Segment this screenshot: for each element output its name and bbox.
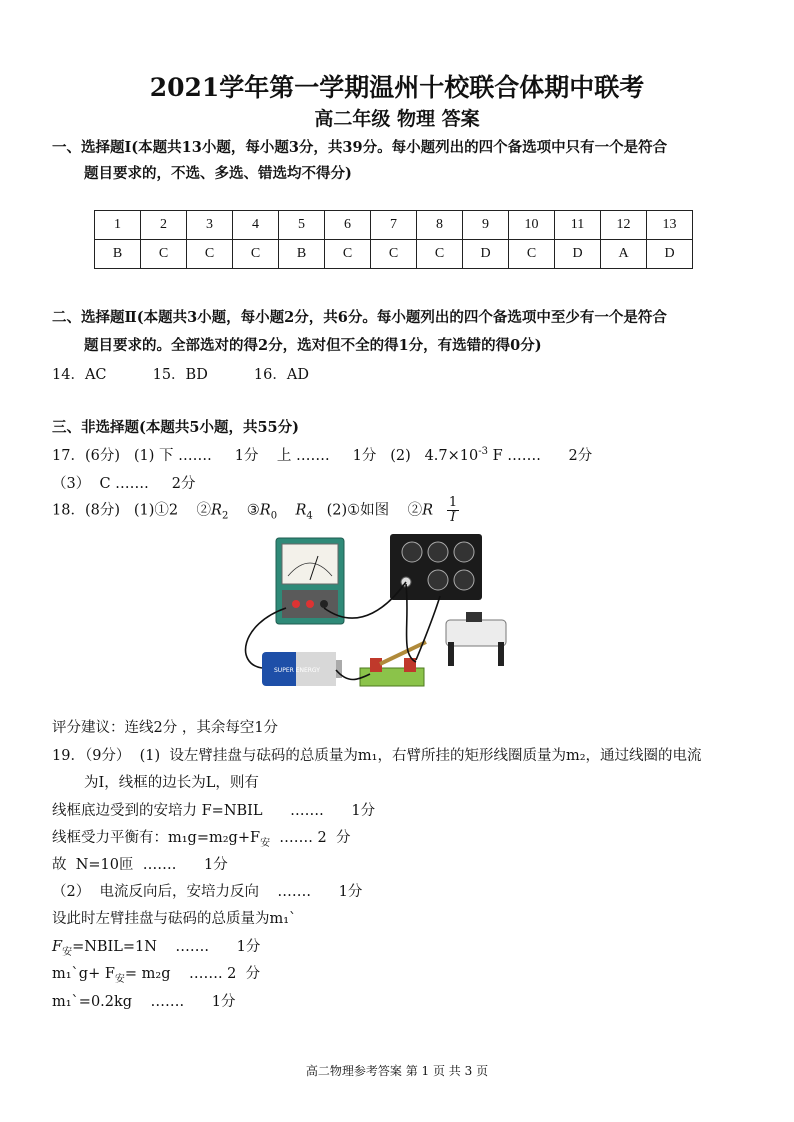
table-cell: 2 [141,211,187,240]
q18-fraction [447,496,459,525]
q19-line1: 19．（9分） (1) 设左臂挂盘与砝码的总质量为m₁，右臂所挂的矩形线圈质量为m₂，通过线圈的电流 [52,748,702,764]
table-cell: 7 [371,211,417,240]
table-cell: A [601,240,647,269]
section2-answers: 14．AC 15．BD 16．AD [52,367,309,383]
circuit-figure [240,534,510,698]
rheostat-icon [446,612,506,666]
table-cell: C [233,240,279,269]
q19-line8 [52,935,260,958]
q19-line10: m₁`=0.2kg ……. 1分 [52,994,236,1010]
fraction-numerator: 1 [448,495,458,510]
table-cell: 10 [509,211,555,240]
table-cell: B [95,240,141,269]
page-subtitle: 高二年级 物理 答案 [314,108,480,130]
q19-line3: 线框底边受到的安培力 F=NBIL ……. 1分 [52,803,376,819]
answer-table-number-row [95,211,693,240]
q18-r: R [422,502,434,519]
table-cell: 3 [187,211,233,240]
q19-line8-b: =NBIL=1N ……. 1分 [72,939,261,955]
section1-heading-line2: 题目要求的，不选、多选、错选均不得分) [84,165,352,182]
q18-r0: R [259,502,271,519]
q19-line7: 设此时左臂挂盘与砝码的总质量为m₁` [52,911,297,927]
table-cell: C [187,240,233,269]
battery-label: SUPER ENERGY [274,667,320,674]
table-cell: 8 [417,211,463,240]
section2-heading-line2: 题目要求的。全部选对的得2分，选对但不全的得1分，有选错的得0分) [84,337,542,354]
q19-line4-sub: 安 [260,837,271,849]
q17-text-a: 17．(6分) (1) 下 ……. 1分 上 ……. 1分 (2) 4.7×10 [52,448,479,464]
q18-mid1: ③ [228,502,260,519]
table-cell: 6 [325,211,371,240]
section2-heading-line1: 二、选择题Ⅱ(本题共3小题，每小题2分，共6分。每小题列出的四个备选项中至少有一个是符合 [52,309,667,326]
table-cell: 12 [601,211,647,240]
switch-icon [360,642,426,686]
q17-line1 [52,444,592,465]
q19-line8-sub: 安 [62,946,73,958]
answer-table [94,210,693,269]
answer-table-answer-row [95,240,693,269]
q19-line8-a: F [52,939,63,955]
table-cell: D [555,240,601,269]
q19-line2: 为I，线框的边长为L，则有 [84,775,259,791]
table-cell: 4 [233,211,279,240]
q18-mid3: (2)①如图 ② [312,502,423,519]
table-cell: 13 [647,211,693,240]
table-cell: C [509,240,555,269]
resistance-box-icon [390,534,482,600]
q18-r2: R [211,502,222,519]
q17-text-b: F ……. 2分 [487,448,593,464]
q18-r4: R [295,502,307,519]
q19-line6: （2） 电流反向后，安培力反向 ……. 1分 [52,884,363,900]
section1-heading-line1: 一、选择题Ⅰ(本题共13小题，每小题3分，共39分。每小题列出的四个备选项中只有一个是符合 [52,139,668,156]
table-cell: C [325,240,371,269]
q18-r4-sub: 4 [306,510,313,522]
scoring-note: 评分建议：连线2分 ，其余每空1分 [52,720,279,736]
q19-line4-a: 线框受力平衡有：m₁g=m₂g+F [52,830,261,846]
q17-line2: （3） C ……. 2分 [52,476,196,492]
page-title: 2021学年第一学期温州十校联合体期中联考 [149,73,645,102]
q19-line4-b: ……. 2 分 [270,830,351,846]
table-cell: D [647,240,693,269]
meter-icon [276,538,344,624]
q19-line9-b: = m₂g ……. 2 分 [124,966,261,982]
table-cell: 11 [555,211,601,240]
table-cell: C [141,240,187,269]
table-cell: 1 [95,211,141,240]
q18-line [52,496,459,525]
q19-line9-a: m₁`g+ F [52,966,115,982]
q19-line5: 故 N=10匝 ……. 1分 [52,857,228,873]
table-cell: 9 [463,211,509,240]
q18-r2-sub: 2 [221,510,229,522]
q19-line9 [52,962,260,985]
table-cell: 5 [279,211,325,240]
q18-prefix: 18．(8分) (1)①2 ② [52,502,212,519]
q18-r0-sub: 0 [270,510,278,522]
table-cell: D [463,240,509,269]
fraction-denominator: I [450,510,456,525]
q19-line9-sub: 安 [114,973,125,985]
table-cell: C [371,240,417,269]
section3-heading: 三、非选择题(本题共5小题，共55分) [52,419,299,436]
table-cell: B [279,240,325,269]
q18-mid2 [277,503,295,519]
battery-icon [262,652,342,686]
q19-line4 [52,826,350,849]
q17-exponent: -3 [478,446,488,458]
table-cell: C [417,240,463,269]
page-footer: 高二物理参考答案 第 1 页 共 3 页 [305,1064,489,1078]
